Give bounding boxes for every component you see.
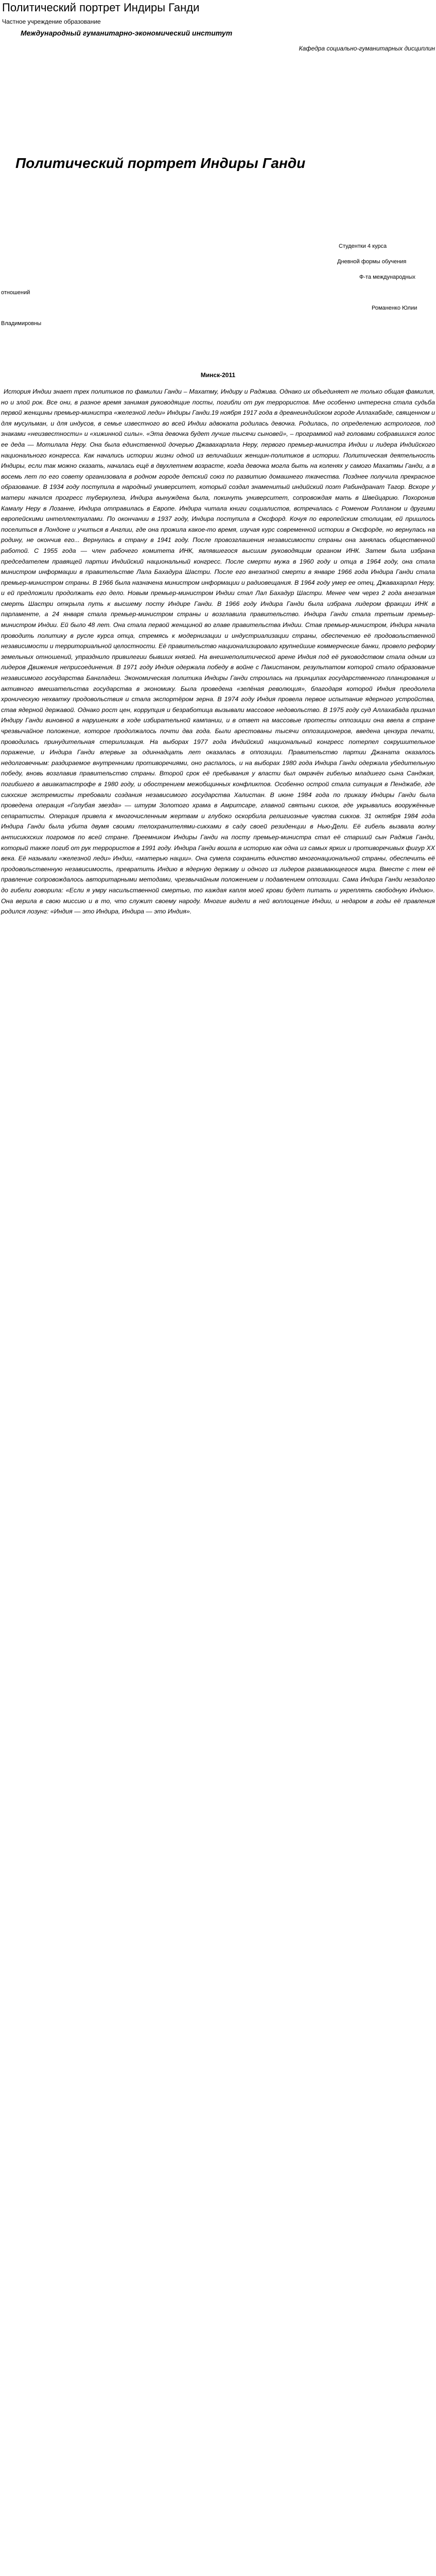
institution-type: Частное учреждение образование: [2, 18, 101, 25]
student-faculty-cont: отношений: [1, 290, 30, 296]
work-heading: Политический портрет Индиры Ганди: [15, 155, 306, 171]
document-title: Политический портрет Индиры Ганди: [2, 1, 200, 14]
place-year: Минск-2011: [200, 371, 236, 379]
student-course: Студентки 4 курса: [339, 243, 387, 249]
body-text: История Индии знает трех политиков по фамилии Ганди – Махатму, Индиру и Раджива. Однако их объединяет не только общая фамилия, но и злой рок. Все они, в разное время занимая руководящие посты, погибли от рук террористов. Мне особенно интересна стала судьба первой женщины премьер-министра «железной леди» Индиры Ганди.19 ноября 1917 года в древнеиндийском городе Аллахабаде, священном и для мусульман, и для индусов, в семье известного во всей Индии адвоката родилась девочка. Родилась, по определению астрологов, под знаками «неизвестности» и «хижинной силы». «Эта девочка будет лучше тысячи сыновей», – программой над головами собравшихся голос ее деда — Мотилала Неру. Она была единственной дочерью Джавахарлала Неру, первого премьер-министра Индии и лидера Индийского национального конгресса. Как начались истории жизни одной из величайших женщин-политиков в истории. Политическая деятельность Индиры, если так можно сказать, началась ещё в двухлетнем возрасте, когда девочка могла быть на коленях у самого Махатмы Ганди, а в восемь лет по его совету организовала в родном городе детский союз по развитию домашнего ткачества. Позднее получила прекрасное образование. В 1934 году поступила в народный университет, который создал знаменитый индийский поэт Рабиндранат Тагор. Вскоре у матери начался прогресс туберкулеза, Индира вынуждена была, покинуть университет, сопровождая мать в Швейцарию. Похоронив Камалу Неру в Лозанне, Индира отправилась в Европе. Индира читала книги социалистов, встречалась с Роменом Ролланом и другими европейскими интеллектуалами. По окончании в 1937 году, Индира поступила в Оксфорд. Кочуя по европейским столицам, ей пришлось поселиться в Лондоне и учиться в Англии, где она прожила какое-то время, изучая курс современной истории в Оксфорде, но вернулась на родину, не окончив его... Вернулась в страну в 1941 году. После провозглашения независимости страны она занялась общественной работой. С 1955 года — член рабочего комитета ИНК, являвшегося высшим руководящим органом ИНК. Затем была избрана председателем правящей партии Индийский национальный конгресс. После смерти мужа в 1960 году и отца в 1964 году, она стала министром информации в правительстве Лала Бахадура Шастри. После его внезапной смерти в январе 1966 года Индира Ганди стала премьер-министром страны. В 1966 была назначена министром информации и радиовещания. В 1964 году умер ее отец, Джавахарлал Неру, и ей предложили продолжать его дело. Новым премьер-министром Индии стал Лал Бахадур Шастри. Менее чем через 2 года внезапная смерть Шастри открыла путь к высшему посту Индире Ганди. В 1966 году Индира Ганди была избрана лидером фракции ИНК в парламенте, а 24 января стала премьер-министром страны и возглавила правительство. Индира Ганди стала третьим премьер-министром Индии. Ей было 48 лет. Она стала первой женщиной во главе правительства Индии. Став премьер-министром, Индира начала проводить политику в русле курса отца, стремясь к модернизации и индустриализации страны, обеспечению её продовольственной независимости и территориальной целостности. Её правительство национализировало крупнейшие коммерческие банки, провело реформу земельных отношений, упразднило привилегии бывших князей. На внешнеполитической арене Индия под её руководством стала одним из лидеров Движения неприсоединения. В 1971 году Индия одержала победу в войне с Пакистаном, результатом которой стало образование независимого государства Бангладеш. Экономическая политика Индиры Ганди строилась на принципах государственного планирования и активного вмешательства государства в экономику. Была проведена «зелёная революция», благодаря которой Индия преодолела хроническую нехватку продовольствия и стала экспортёром зерна. В 1974 году Индия провела первое испытание ядерного устройства, став ядерной державой. Однако рост цен, коррупция и безработица вызывали массовое недовольство. В 1975 году суд Аллахабада признал Индиру Ганди виновной в нарушениях в ходе избирательной кампании, и в ответ на массовые протесты оппозиции она ввела в стране чрезвычайное положение, которое продолжалось почти два года. Были арестованы тысячи оппозиционеров, введена цензура печати, проводилась принудительная стерилизация. На выборах 1977 года Индийский национальный конгресс потерпел сокрушительное поражение, и Индира Ганди впервые за одиннадцать лет оказалась в оппозиции. Правительство партии Джаната оказалось недолговечным: раздираемое внутренними противоречиями, оно распалось, и на выборах 1980 года Индира Ганди одержала убедительную победу, вновь возглавив правительство страны. Второй срок её пребывания у власти был омрачён гибелью младшего сына Санджая, погибшего в авиакатастрофе в 1980 году, и обострением межобщинных конфликтов. Особенно острой стала ситуация в Пенджабе, где сикхские экстремисты требовали создания независимого государства Халистан. В июне 1984 года по приказу Индиры Ганди была проведена операция «Голубая звезда» — штурм Золотого храма в Амритсаре, главной святыни сикхов, где укрывались вооружённые сепаратисты. Операция привела к многочисленным жертвам и глубоко оскорбила религиозные чувства сикхов. 31 октября 1984 года Индира Ганди была убита двумя своими телохранителями-сикхами в саду своей резиденции в Нью-Дели. Её гибель вызвала волну антисикхских погромов по всей стране. Преемником Индиры Ганди на посту премьер-министра стал её старший сын Раджив Ганди, который также погиб от рук террористов в 1991 году. Индира Ганди вошла в историю как одна из самых ярких и противоречивых фигур XX века. Её называли «железной леди» Индии, «матерью нации». Она сумела сохранить единство многонациональной страны, обеспечить её продовольственную независимость, превратить Индию в ядерную державу и одного из лидеров развивающегося мира. Вместе с тем её правление сопровождалось авторитарными методами, чрезвычайным положением и подавлением оппозиции. Сама Индира Ганди незадолго до гибели говорила: «Если я умру насильственной смертью, то каждая капля моей крови будет питать и укреплять свободную Индию». Она верила в свою миссию и в то, что служит своему народу. Многие видели в ней воплощение Индии, и недаром в годы её правления родился лозунг: «Индия — это Индира, Индира — это Индия».: [1, 388, 435, 916]
student-patronymic: Владимировны: [1, 320, 42, 327]
student-study-form: Дневной формы обучения: [337, 259, 407, 265]
student-faculty: Ф-та международных: [359, 274, 416, 280]
department-name: Кафедра социально-гуманитарных дисциплин: [299, 45, 435, 52]
student-surname: Романенко Юлии: [372, 305, 417, 311]
institution-name: Международный гуманитарно-экономический институт: [21, 29, 233, 37]
